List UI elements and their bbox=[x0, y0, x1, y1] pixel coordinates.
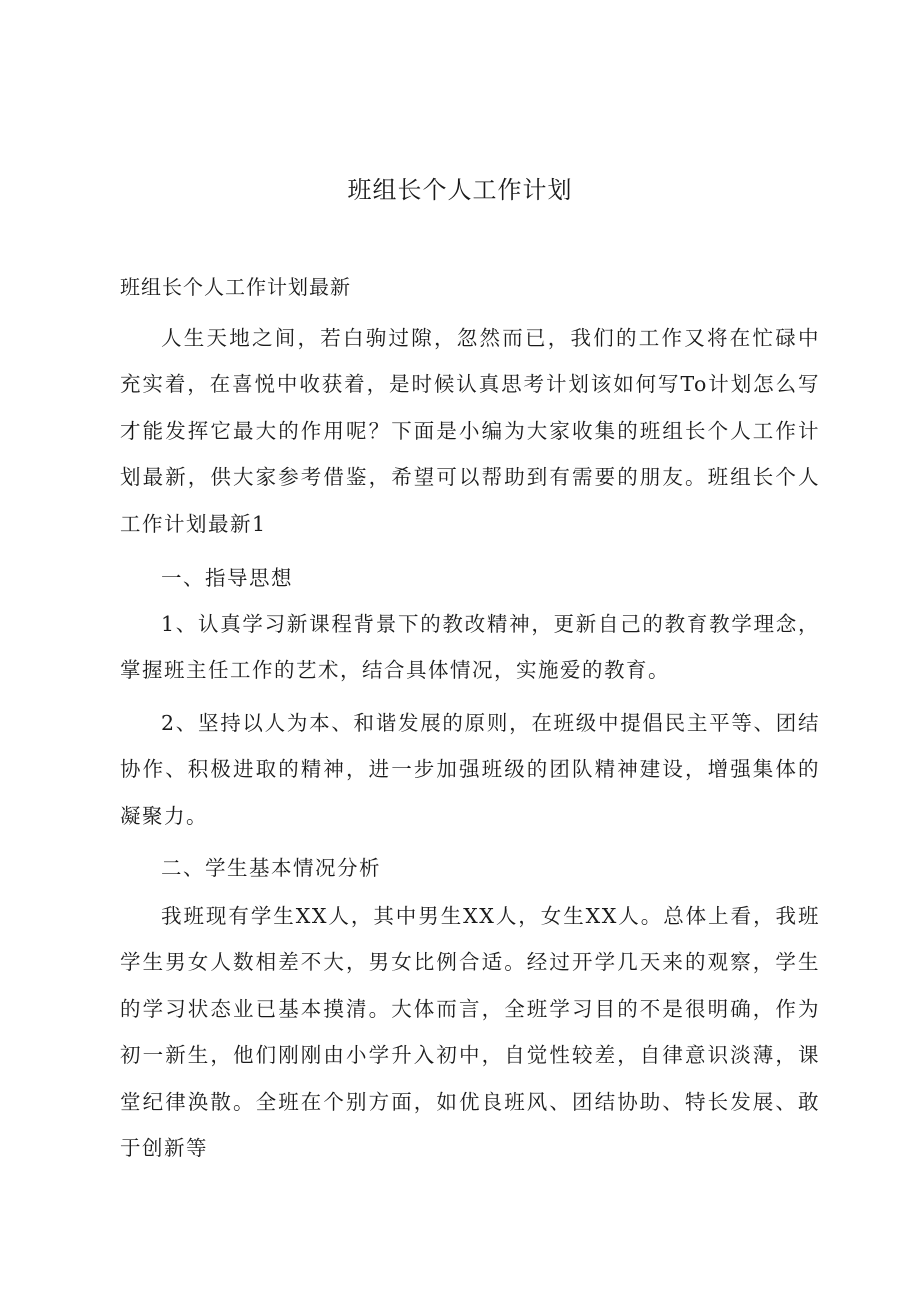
guiding-ideology-item-2: 2、坚持以人为本、和谐发展的原则，在班级中提倡民主平等、团结协作、积极进取的精神，进一步加强班级的团队精神建设，增强集体的凝聚力。 bbox=[120, 711, 820, 828]
intro-paragraph: 人生天地之间，若白驹过隙，忽然而已，我们的工作又将在忙碌中充实着，在喜悦中收获着，是时候认真思考计划该如何写To计划怎么写才能发挥它最大的作用呢？下面是小编为大家收集的班组长个人工作计划最新，供大家参考借鉴，希望可以帮助到有需要的朋友。班组长个人工作计划最新1 bbox=[120, 326, 820, 536]
document-subtitle: 班组长个人工作计划最新 bbox=[120, 275, 351, 299]
student-analysis-paragraph: 我班现有学生XX人，其中男生XX人，女生XX人。总体上看，我班学生男女人数相差不大，男女比例合适。经过开学几天来的观察，学生的学习状态业已基本摸清。大体而言，全班学习目的不是很明确，作为初一新生，他们刚刚由小学升入初中，自觉性较差，自律意识淡薄，课堂纪律涣散。全班在个别方面，如优良班风、团结协助、特长发展、敢于创新等 bbox=[120, 904, 820, 1161]
section-heading-guiding-ideology: 一、指导思想 bbox=[161, 566, 293, 590]
page-title: 班组长个人工作计划 bbox=[347, 176, 573, 204]
section-heading-student-analysis: 二、学生基本情况分析 bbox=[161, 856, 381, 880]
guiding-ideology-item-1: 1、认真学习新课程背景下的教改精神，更新自己的教育教学理念，掌握班主任工作的艺术，结合具体情况，实施爱的教育。 bbox=[120, 612, 820, 683]
